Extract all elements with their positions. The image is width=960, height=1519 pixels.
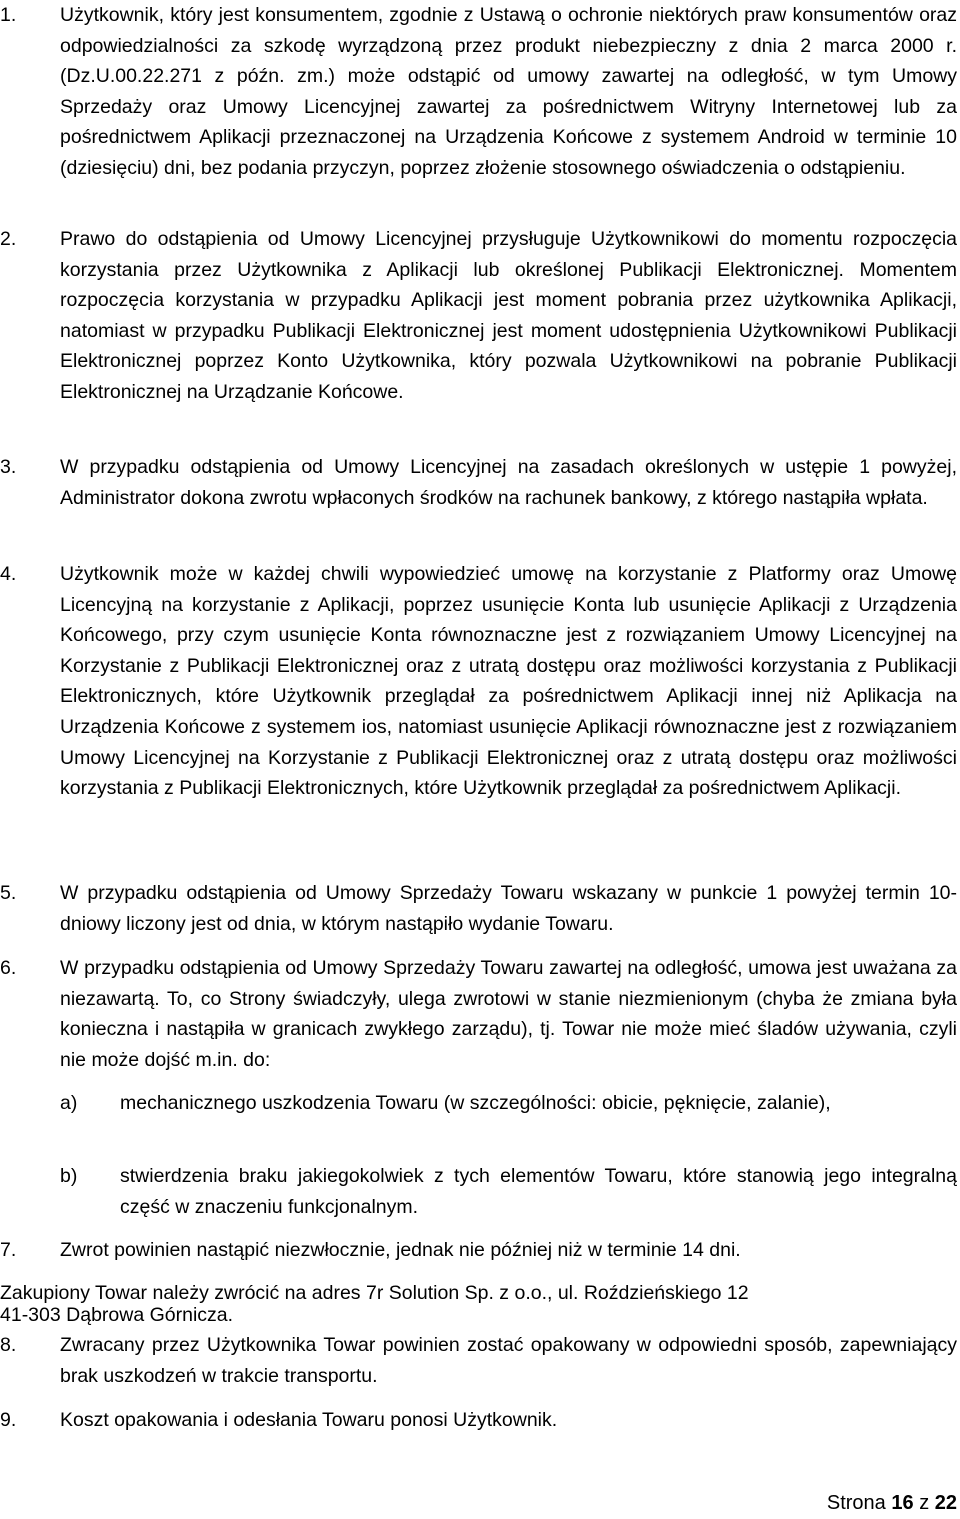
paragraph-number: 4. [0, 563, 17, 585]
subparagraph-letter: b) [60, 1165, 78, 1187]
subparagraph-a [60, 1088, 957, 1119]
paragraph-8 [0, 1330, 957, 1391]
subparagraph-letter: a) [60, 1092, 78, 1114]
return-address-line-1: Zakupiony Towar należy zwrócić na adres 7r Solution Sp. z o.o., ul. Roździeńskiego 12 [0, 1282, 749, 1304]
paragraph-number: 7. [0, 1239, 17, 1261]
paragraph-text: W przypadku odstąpienia od Umowy Sprzedaży Towaru wskazany w punkcie 1 powyżej termin 10-dniowy liczony jest od dnia, w którym nastąpiło wydanie Towaru. [60, 882, 957, 935]
paragraph-number: 3. [0, 456, 17, 478]
paragraph-1 [0, 0, 957, 184]
paragraph-6 [0, 953, 957, 1075]
paragraph-9 [0, 1405, 957, 1436]
paragraph-7 [0, 1235, 957, 1266]
paragraph-number: 9. [0, 1409, 17, 1431]
paragraph-text: Użytkownik może w każdej chwili wypowiedzieć umowę na korzystanie z Platformy oraz Umowę Licencyjną na korzystanie z Aplikacji, poprzez usunięcie Konta lub usunięcie Aplikacji z Urządzenia Końcowego, przy czym usunięcie Konta równoznaczne jest z rozwiązaniem Umowy Licencyjnej na Korzystanie z Publikacji Elektronicznej oraz z utratą dostępu oraz możliwości korzystania z Publikacji Elektronicznych, które Użytkownik przeglądał za pośrednictwem Aplikacji innej niż Aplikacja na Urządzenia Końcowe z systemem ios, natomiast usunięcie Aplikacji równoznaczne jest z rozwiązaniem Umowy Licencyjnej na Korzystanie z Publikacji Elektronicznej oraz z utratą dostępu oraz możliwości korzystania z Publikacji Elektronicznych, które Użytkownik przeglądał za pośrednictwem Aplikacji. [60, 563, 957, 800]
paragraph-text: Zwracany przez Użytkownika Towar powinien zostać opakowany w odpowiedni sposób, zapewniający brak uszkodzeń w trakcie transportu. [60, 1334, 957, 1387]
subparagraph-text: mechanicznego uszkodzenia Towaru (w szczególności: obicie, pęknięcie, zalanie), [120, 1092, 831, 1114]
paragraph-text: Użytkownik, który jest konsumentem, zgodnie z Ustawą o ochronie niektórych praw konsumentów oraz odpowiedzialności za szkodę wyrządzoną przez produkt niebezpieczny z dnia 2 marca 2000 r. (Dz.U.00.22.271 z późn. zm.) może odstąpić od umowy zawartej na odległość, w tym Umowy Sprzedaży oraz Umowy Licencyjnej zawartej za pośrednictwem Witryny Internetowej lub za pośrednictwem Aplikacji przeznaczonej na Urządzenia Końcowe z systemem Android w terminie 10 (dziesięciu) dni, bez podania przyczyn, poprzez złożenie stosownego oświadczenia o odstąpieniu. [60, 4, 957, 179]
current-page-number: 16 [891, 1492, 914, 1514]
return-address [0, 1282, 930, 1326]
paragraph-text: W przypadku odstąpienia od Umowy Licencyjnej na zasadach określonych w ustępie 1 powyżej, Administrator dokona zwrotu wpłaconych środków na rachunek bankowy, z którego nastąpiła wpłata. [60, 456, 957, 509]
paragraph-number: 8. [0, 1334, 17, 1356]
total-page-count: 22 [934, 1492, 957, 1514]
page-label: Strona [826, 1492, 886, 1514]
page-separator: z [919, 1492, 930, 1514]
subparagraph-text: stwierdzenia braku jakiegokolwiek z tych elementów Towaru, które stanowią jego integralną część w znaczeniu funkcjonalnym. [120, 1165, 957, 1218]
paragraph-text: W przypadku odstąpienia od Umowy Sprzedaży Towaru zawartej na odległość, umowa jest uważana za niezawartą. To, co Strony świadczyły, ulega zwrotowi w stanie niezmienionym (chyba że zmiana była konieczna i nastąpiła w granicach zwykłego zarządu), tj. Towar nie może mieć śladów używania, czyli nie może dojść m.in. do: [60, 957, 957, 1071]
paragraph-number: 5. [0, 882, 17, 904]
paragraph-number: 6. [0, 957, 17, 979]
return-address-line-2: 41-303 Dąbrowa Górnicza. [0, 1304, 234, 1326]
paragraph-text: Zwrot powinien nastąpić niezwłocznie, jednak nie później niż w terminie 14 dni. [60, 1239, 741, 1261]
paragraph-4 [0, 559, 957, 804]
paragraph-number: 1. [0, 4, 17, 26]
page-number-footer [827, 1491, 957, 1515]
paragraph-text: Prawo do odstąpienia od Umowy Licencyjnej przysługuje Użytkownikowi do momentu rozpoczęcia korzystania przez Użytkownika z Aplikacji lub określonej Publikacji Elektronicznej. Momentem rozpoczęcia korzystania w przypadku Aplikacji jest moment pobrania przez użytkownika Aplikacji, natomiast w przypadku Publikacji Elektronicznej jest moment udostępnienia Użytkownikowi Publikacji Elektronicznej poprzez Konto Użytkownika, który pozwala Użytkownikowi na pobranie Publikacji Elektronicznej na Urządzanie Końcowe. [60, 228, 957, 403]
paragraph-3 [0, 452, 957, 513]
paragraph-text: Koszt opakowania i odesłania Towaru ponosi Użytkownik. [60, 1409, 558, 1431]
paragraph-number: 2. [0, 228, 17, 250]
subparagraph-b [60, 1161, 957, 1222]
paragraph-5 [0, 878, 957, 939]
paragraph-2 [0, 224, 957, 408]
